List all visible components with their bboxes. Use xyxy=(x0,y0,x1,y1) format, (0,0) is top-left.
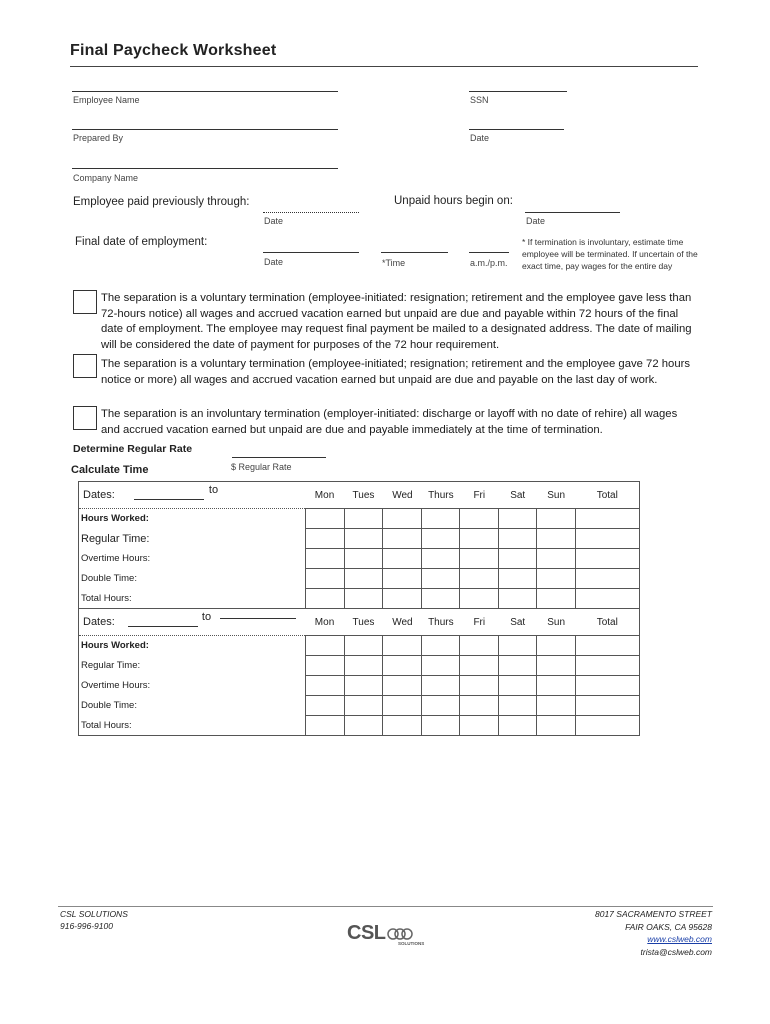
final-date-line[interactable] xyxy=(263,252,359,253)
week-2-row-label: Total Hours: xyxy=(79,716,306,736)
table-row xyxy=(79,656,640,676)
hours-cell[interactable] xyxy=(576,656,640,676)
ssn-line[interactable] xyxy=(469,91,567,92)
company-name-label: Company Name xyxy=(73,173,139,183)
hours-cell[interactable] xyxy=(422,696,460,716)
page-title: Final Paycheck Worksheet xyxy=(70,42,277,59)
date-line[interactable] xyxy=(469,129,564,130)
hours-cell[interactable] xyxy=(499,716,537,736)
hours-cell[interactable] xyxy=(383,549,422,569)
table-row xyxy=(79,716,640,736)
week-1-dates-label: Dates: xyxy=(83,489,115,501)
hours-cell[interactable] xyxy=(383,589,422,609)
employee-name-line[interactable] xyxy=(72,91,338,92)
hours-cell[interactable] xyxy=(305,509,344,529)
termination-note: * If termination is involuntary, estimate time employee will be terminated. If uncertain of the exact time, pay wages for the entire day xyxy=(522,237,698,271)
hours-cell[interactable] xyxy=(499,509,537,529)
ampm-label: a.m./p.m. xyxy=(470,258,508,268)
week-2-end-date-line[interactable] xyxy=(220,618,296,619)
week-2-day-header: Sun xyxy=(537,609,576,636)
table-row xyxy=(79,549,640,569)
option-2-checkbox[interactable] xyxy=(73,354,97,378)
hours-cell[interactable] xyxy=(422,569,460,589)
footer-phone: 916-996-9100 xyxy=(60,921,113,931)
hours-cell[interactable] xyxy=(383,509,422,529)
week-1-day-header: Total xyxy=(576,482,640,509)
hours-cell[interactable] xyxy=(344,509,383,529)
hours-cell[interactable] xyxy=(460,529,499,549)
title-rule xyxy=(70,66,698,67)
week-1-table xyxy=(78,481,640,609)
footer-website-link[interactable]: www.cslweb.com xyxy=(647,934,712,944)
hours-cell[interactable] xyxy=(305,716,344,736)
hours-cell[interactable] xyxy=(460,636,499,656)
week-1-to-label: to xyxy=(208,484,219,496)
paid-through-line[interactable] xyxy=(263,212,359,213)
week-2-table xyxy=(78,608,640,736)
week-1-day-header: Tues xyxy=(344,482,383,509)
week-1-start-date-line[interactable] xyxy=(134,499,204,500)
hours-cell[interactable] xyxy=(499,589,537,609)
hours-cell[interactable] xyxy=(305,656,344,676)
hours-cell[interactable] xyxy=(344,529,383,549)
logo-rings-icon xyxy=(386,926,414,942)
time-line[interactable] xyxy=(381,252,448,253)
hours-cell[interactable] xyxy=(422,676,460,696)
week-1-day-header: Sat xyxy=(499,482,537,509)
option-1-checkbox[interactable] xyxy=(73,290,97,314)
footer-address-2: FAIR OAKS, CA 95628 xyxy=(625,921,712,932)
hours-cell[interactable] xyxy=(344,569,383,589)
week-2-row-label: Regular Time: xyxy=(79,656,306,676)
table-row xyxy=(79,509,640,529)
hours-cell[interactable] xyxy=(576,509,640,529)
week-1-row-label: Overtime Hours: xyxy=(79,549,306,569)
hours-cell[interactable] xyxy=(422,509,460,529)
paid-through-label: Employee paid previously through: xyxy=(73,196,250,208)
table-row xyxy=(79,676,640,696)
week-1-row-label: Regular Time: xyxy=(79,529,306,549)
hours-cell[interactable] xyxy=(383,696,422,716)
week-1-day-header: Mon xyxy=(305,482,344,509)
hours-cell[interactable] xyxy=(383,656,422,676)
hours-cell[interactable] xyxy=(422,549,460,569)
hours-cell[interactable] xyxy=(422,716,460,736)
hours-cell[interactable] xyxy=(305,569,344,589)
hours-cell[interactable] xyxy=(576,589,640,609)
calculate-time-heading: Calculate Time xyxy=(71,464,149,476)
week-2-day-header: Wed xyxy=(383,609,422,636)
date-label: Date xyxy=(470,133,490,143)
hours-cell[interactable] xyxy=(499,529,537,549)
footer-company-block xyxy=(60,908,128,932)
hours-cell[interactable] xyxy=(460,569,499,589)
hours-cell[interactable] xyxy=(537,716,576,736)
hours-cell[interactable] xyxy=(383,676,422,696)
hours-cell[interactable] xyxy=(460,509,499,529)
hours-cell[interactable] xyxy=(422,589,460,609)
footer-company: CSL SOLUTIONS xyxy=(60,909,128,919)
table-row xyxy=(79,589,640,609)
hours-cell[interactable] xyxy=(422,636,460,656)
footer-address-block xyxy=(595,908,712,958)
hours-cell[interactable] xyxy=(383,529,422,549)
logo-subtext: SOLUTIONS xyxy=(398,941,425,946)
hours-cell[interactable] xyxy=(499,549,537,569)
week-1-dates-cell xyxy=(79,482,306,509)
hours-cell[interactable] xyxy=(576,529,640,549)
table-row xyxy=(79,529,640,549)
hours-cell[interactable] xyxy=(499,696,537,716)
week-2-dates-cell xyxy=(79,609,306,636)
hours-cell[interactable] xyxy=(537,676,576,696)
hours-cell[interactable] xyxy=(460,696,499,716)
hours-cell[interactable] xyxy=(383,716,422,736)
hours-cell[interactable] xyxy=(460,716,499,736)
hours-cell[interactable] xyxy=(460,676,499,696)
csl-logo xyxy=(347,922,425,946)
hours-cell[interactable] xyxy=(344,589,383,609)
time-label: *Time xyxy=(382,258,406,268)
week-1-row-label: Total Hours: xyxy=(79,589,306,609)
hours-cell[interactable] xyxy=(576,676,640,696)
hours-cell[interactable] xyxy=(537,509,576,529)
week-2-dates-label: Dates: xyxy=(83,616,115,628)
hours-cell[interactable] xyxy=(537,696,576,716)
hours-cell[interactable] xyxy=(422,656,460,676)
week-2-day-header: Thurs xyxy=(422,609,460,636)
week-2-row-label: Hours Worked: xyxy=(79,636,306,656)
unpaid-hours-line[interactable] xyxy=(525,212,620,213)
week-2-day-header: Mon xyxy=(305,609,344,636)
hours-cell[interactable] xyxy=(305,529,344,549)
hours-cell[interactable] xyxy=(305,696,344,716)
hours-cell[interactable] xyxy=(344,636,383,656)
week-1-day-header: Thurs xyxy=(422,482,460,509)
option-3-text: The separation is an involuntary termination (employer-initiated: discharge or layoff with no date of rehire) all wages and accrued vacation earned but unpaid are due and payable immediately at the time of termination. xyxy=(101,408,678,436)
regular-rate-heading: Determine Regular Rate xyxy=(73,443,193,455)
paid-through-date-label: Date xyxy=(264,216,284,226)
hours-cell[interactable] xyxy=(499,636,537,656)
hours-cell[interactable] xyxy=(576,569,640,589)
ssn-label: SSN xyxy=(470,95,489,105)
logo-text: CSL xyxy=(347,922,386,944)
week-2-day-header: Fri xyxy=(460,609,499,636)
hours-cell[interactable] xyxy=(460,589,499,609)
hours-cell[interactable] xyxy=(460,656,499,676)
prepared-by-line[interactable] xyxy=(72,129,338,130)
hours-cell[interactable] xyxy=(499,656,537,676)
option-2-text: The separation is a voluntary termination (employee-initiated; resignation; retirement and the employee gave 72 hours notice or more) all wages and accrued vacation earned but unpaid are due and payable on the last day of work. xyxy=(101,358,691,386)
week-2-row-label: Double Time: xyxy=(79,696,306,716)
week-2-day-header: Total xyxy=(576,609,640,636)
table-row xyxy=(79,636,640,656)
hours-cell[interactable] xyxy=(344,696,383,716)
prepared-by-label: Prepared By xyxy=(73,133,124,143)
option-1-text: The separation is a voluntary termination (employee-initiated: resignation; retirement and the employee gave less than 72-hours notice) all wages and accrued vacation earned but unpaid are due and payable within 72 hours of the final date of employment. The employee may request final payment be mailed to a designated address. The date of mailing will be considered the date of payment for purposes of the 72 hour requirement. xyxy=(101,292,692,351)
week-2-start-date-line[interactable] xyxy=(128,626,198,627)
week-2-day-header: Sat xyxy=(499,609,537,636)
regular-rate-label: $ Regular Rate xyxy=(231,462,292,472)
hours-cell[interactable] xyxy=(344,716,383,736)
table-row xyxy=(79,696,640,716)
week-1-row-label: Hours Worked: xyxy=(79,509,306,529)
hours-cell[interactable] xyxy=(305,589,344,609)
hours-cell[interactable] xyxy=(499,569,537,589)
week-2-day-header: Tues xyxy=(344,609,383,636)
hours-cell[interactable] xyxy=(344,549,383,569)
hours-cell[interactable] xyxy=(576,716,640,736)
hours-cell[interactable] xyxy=(422,529,460,549)
hours-cell[interactable] xyxy=(537,656,576,676)
footer-email[interactable]: trista@cslweb.com xyxy=(640,946,712,957)
table-row xyxy=(79,569,640,589)
unpaid-hours-date-label: Date xyxy=(526,216,546,226)
ampm-line[interactable] xyxy=(469,252,509,253)
week-1-day-header: Sun xyxy=(537,482,576,509)
week-2-header-row xyxy=(79,609,640,636)
footer-rule xyxy=(58,906,713,907)
hours-cell[interactable] xyxy=(383,569,422,589)
week-2-to-label: to xyxy=(201,611,212,623)
hours-cell[interactable] xyxy=(305,636,344,656)
company-name-line[interactable] xyxy=(72,168,338,169)
hours-cell[interactable] xyxy=(537,569,576,589)
footer-address-1: 8017 SACRAMENTO STREET xyxy=(595,909,712,919)
week-1-header-row xyxy=(79,482,640,509)
hours-cell[interactable] xyxy=(537,589,576,609)
hours-cell[interactable] xyxy=(537,636,576,656)
week-1-row-label: Double Time: xyxy=(79,569,306,589)
week-1-day-header: Wed xyxy=(383,482,422,509)
hours-cell[interactable] xyxy=(344,676,383,696)
option-3-checkbox[interactable] xyxy=(73,406,97,430)
hours-cell[interactable] xyxy=(460,549,499,569)
hours-cell[interactable] xyxy=(305,676,344,696)
hours-cell[interactable] xyxy=(344,656,383,676)
hours-cell[interactable] xyxy=(576,549,640,569)
hours-cell[interactable] xyxy=(576,636,640,656)
hours-cell[interactable] xyxy=(576,696,640,716)
unpaid-hours-label: Unpaid hours begin on: xyxy=(394,195,513,207)
regular-rate-line[interactable] xyxy=(232,457,326,458)
hours-cell[interactable] xyxy=(537,549,576,569)
final-date-date-label: Date xyxy=(264,257,284,267)
hours-cell[interactable] xyxy=(537,529,576,549)
final-date-label: Final date of employment: xyxy=(75,236,208,248)
employee-name-label: Employee Name xyxy=(73,95,140,105)
hours-cell[interactable] xyxy=(305,549,344,569)
week-1-day-header: Fri xyxy=(460,482,499,509)
week-2-row-label: Overtime Hours: xyxy=(79,676,306,696)
hours-cell[interactable] xyxy=(499,676,537,696)
hours-cell[interactable] xyxy=(383,636,422,656)
